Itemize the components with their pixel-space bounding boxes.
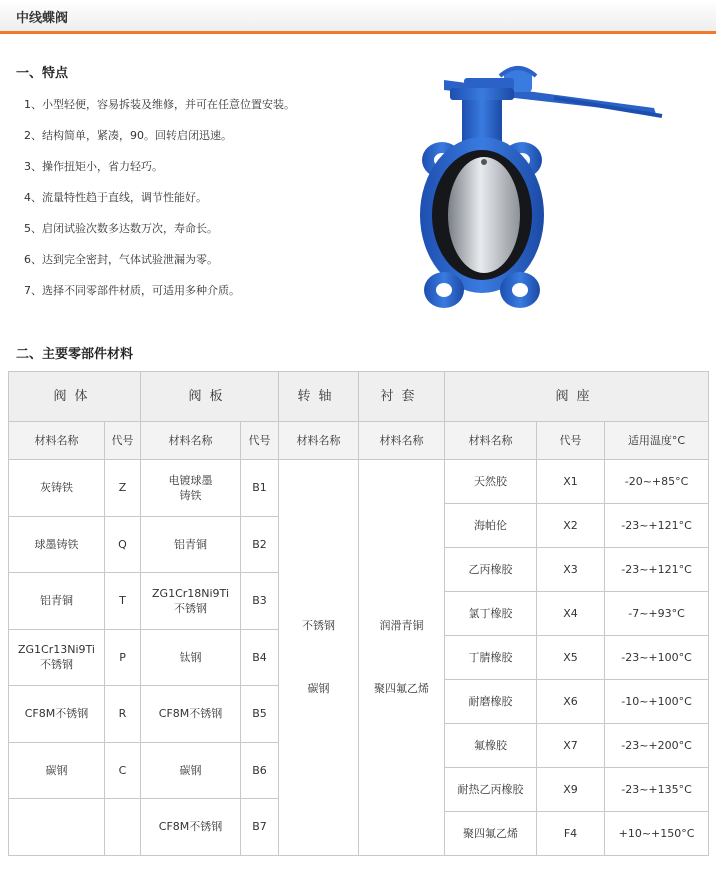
seat-material-cell: 乙丙橡胶 xyxy=(445,547,537,591)
bushing-material-cell xyxy=(359,460,445,856)
body-code-cell xyxy=(105,799,141,856)
seat-temperature-cell: -23~+121°C xyxy=(605,503,709,547)
shaft-material: 不锈钢 xyxy=(302,619,336,633)
bushing-material: 聚四氟乙烯 xyxy=(374,682,430,696)
subheader-cell: 材料名称 xyxy=(359,422,445,460)
group-header-shaft: 转轴 xyxy=(279,372,359,422)
subheader-cell: 代号 xyxy=(241,422,279,460)
body-material-cell xyxy=(9,799,105,856)
group-header-bushing: 衬套 xyxy=(359,372,445,422)
seat-code-cell: X7 xyxy=(537,723,605,767)
plate-code-cell: B1 xyxy=(241,460,279,517)
body-code-cell: T xyxy=(105,573,141,630)
seat-code-cell: X1 xyxy=(537,460,605,504)
subheader-cell: 代号 xyxy=(537,422,605,460)
seat-temperature-cell: -10~+100°C xyxy=(605,679,709,723)
body-material-cell: ZG1Cr13Ni9Ti 不锈钢 xyxy=(9,629,105,686)
plate-material-cell: CF8M不锈钢 xyxy=(141,686,241,743)
page-title: 中线蝶阀 xyxy=(16,11,69,26)
group-header-seat: 阀座 xyxy=(445,372,709,422)
subheader-cell: 材料名称 xyxy=(279,422,359,460)
seat-temperature-cell: -7~+93°C xyxy=(605,591,709,635)
plate-material-cell: 电镀球墨 铸铁 xyxy=(141,460,241,517)
group-header-body: 阀体 xyxy=(9,372,141,422)
body-code-cell: Z xyxy=(105,460,141,517)
seat-code-cell: X5 xyxy=(537,635,605,679)
feature-list xyxy=(24,96,404,313)
plate-material-cell: CF8M不锈钢 xyxy=(141,799,241,856)
body-material-cell: CF8M不锈钢 xyxy=(9,686,105,743)
seat-code-cell: X3 xyxy=(537,547,605,591)
subheader-cell: 材料名称 xyxy=(141,422,241,460)
title-bar xyxy=(0,0,716,34)
subheader-cell: 适用温度°C xyxy=(605,422,709,460)
body-material-cell: 铝青铜 xyxy=(9,573,105,630)
seat-material-cell: 天然胶 xyxy=(445,460,537,504)
plate-material-cell: 钛钢 xyxy=(141,629,241,686)
section-features-heading: 一、特点 xyxy=(16,66,69,81)
plate-code-cell: B3 xyxy=(241,573,279,630)
seat-temperature-cell: -20~+85°C xyxy=(605,460,709,504)
feature-item: 7、选择不同零部件材质，可适用多种介质。 xyxy=(24,284,240,297)
subheader-cell: 代号 xyxy=(105,422,141,460)
seat-temperature-cell: +10~+150°C xyxy=(605,811,709,855)
table-subheader-row xyxy=(9,422,709,460)
section-materials-heading: 二、主要零部件材料 xyxy=(16,347,134,362)
shaft-material: 碳钢 xyxy=(307,682,330,696)
plate-code-cell: B2 xyxy=(241,516,279,573)
body-code-cell: C xyxy=(105,742,141,799)
subheader-cell: 材料名称 xyxy=(445,422,537,460)
feature-item: 6、达到完全密封，气体试验泄漏为零。 xyxy=(24,253,218,266)
seat-temperature-cell: -23~+135°C xyxy=(605,767,709,811)
group-header-plate: 阀板 xyxy=(141,372,279,422)
materials-table xyxy=(8,371,709,856)
bushing-material: 润滑青铜 xyxy=(379,619,424,633)
seat-temperature-cell: -23~+100°C xyxy=(605,635,709,679)
plate-material-cell: ZG1Cr18Ni9Ti 不锈钢 xyxy=(141,573,241,630)
table-group-header-row xyxy=(9,372,709,422)
seat-code-cell: X4 xyxy=(537,591,605,635)
seat-temperature-cell: -23~+121°C xyxy=(605,547,709,591)
feature-item: 2、结构简单，紧凑，90。回转启闭迅速。 xyxy=(24,129,232,142)
feature-item: 5、启闭试验次数多达数万次，寿命长。 xyxy=(24,222,218,235)
seat-material-cell: 氟橡胶 xyxy=(445,723,537,767)
plate-code-cell: B4 xyxy=(241,629,279,686)
seat-material-cell: 聚四氟乙烯 xyxy=(445,811,537,855)
butterfly-valve-image xyxy=(404,50,704,340)
seat-code-cell: X9 xyxy=(537,767,605,811)
plate-material-cell: 铝青铜 xyxy=(141,516,241,573)
shaft-material-cell xyxy=(279,460,359,856)
body-material-cell: 球墨铸铁 xyxy=(9,516,105,573)
plate-code-cell: B7 xyxy=(241,799,279,856)
seat-material-cell: 海帕伦 xyxy=(445,503,537,547)
seat-material-cell: 耐磨橡胶 xyxy=(445,679,537,723)
seat-code-cell: X2 xyxy=(537,503,605,547)
body-material-cell: 碳钢 xyxy=(9,742,105,799)
feature-item: 4、流量特性趋于直线，调节性能好。 xyxy=(24,191,207,204)
body-code-cell: Q xyxy=(105,516,141,573)
feature-item: 3、操作扭矩小，省力轻巧。 xyxy=(24,160,163,173)
seat-code-cell: X6 xyxy=(537,679,605,723)
body-material-cell: 灰铸铁 xyxy=(9,460,105,517)
seat-temperature-cell: -23~+200°C xyxy=(605,723,709,767)
body-code-cell: R xyxy=(105,686,141,743)
seat-material-cell: 氯丁橡胶 xyxy=(445,591,537,635)
body-code-cell: P xyxy=(105,629,141,686)
seat-material-cell: 耐热乙丙橡胶 xyxy=(445,767,537,811)
plate-material-cell: 碳钢 xyxy=(141,742,241,799)
butterfly-valve-icon xyxy=(404,50,704,340)
feature-item: 1、小型轻便，容易拆装及维修，并可在任意位置安装。 xyxy=(24,98,295,111)
plate-code-cell: B5 xyxy=(241,686,279,743)
seat-code-cell: F4 xyxy=(537,811,605,855)
plate-code-cell: B6 xyxy=(241,742,279,799)
table-row xyxy=(9,460,709,466)
seat-material-cell: 丁腈橡胶 xyxy=(445,635,537,679)
subheader-cell: 材料名称 xyxy=(9,422,105,460)
